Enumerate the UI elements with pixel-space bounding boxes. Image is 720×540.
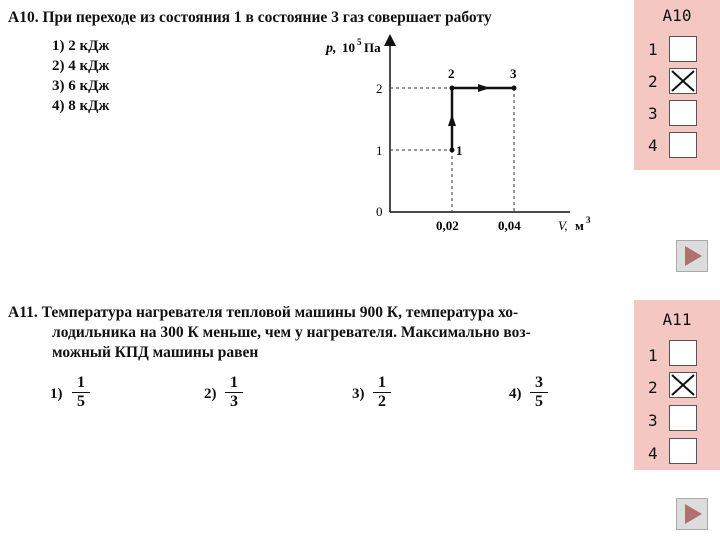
x-label-v: V, [558, 218, 568, 233]
panel-a11-row-3-label: 3 [648, 411, 658, 430]
q11-option-2-num: 1 [225, 374, 243, 393]
q11-option-3-num: 1 [373, 374, 391, 393]
panel-a10-checkbox-1[interactable] [669, 36, 697, 62]
q11-option-2-prefix: 2) [204, 386, 217, 402]
point-3 [512, 86, 517, 91]
q11-option-1-prefix: 1) [50, 386, 63, 402]
x-tick-002: 0,02 [436, 218, 459, 233]
panel-a11-row-2-label: 2 [648, 378, 658, 397]
q11-option-4-num: 3 [530, 374, 548, 393]
q11-option-2-den: 3 [230, 393, 238, 410]
q10-option-3: 3) 6 кДж [52, 78, 110, 94]
next-button-a10[interactable] [676, 240, 708, 272]
panel-a10-title: А10 [662, 6, 692, 25]
q10-options [52, 36, 109, 116]
point-label-1: 1 [456, 143, 463, 158]
panel-a11-checkbox-2[interactable] [669, 372, 697, 398]
panel-a10-row-2-label: 2 [648, 72, 658, 91]
q11-number: А11. [8, 304, 38, 321]
point-label-3: 3 [510, 66, 517, 81]
q11-option-3-den: 2 [378, 393, 386, 410]
x-label-exp: 3 [586, 215, 591, 225]
y-tick-0: 0 [376, 204, 383, 219]
panel-a10-row-4-label: 4 [648, 136, 658, 155]
q11-question [8, 303, 628, 363]
panel-a10-checkbox-2[interactable] [669, 68, 697, 94]
panel-a10-row-1-label: 1 [648, 40, 658, 59]
y-label-exp: 5 [357, 37, 362, 47]
play-arrow-icon [677, 499, 707, 529]
point-label-2: 2 [448, 66, 455, 81]
q10-option-2: 2) 4 кДж [52, 58, 110, 74]
panel-a11-checkbox-1[interactable] [669, 340, 697, 366]
answer-panel-a10 [634, 0, 720, 170]
q11-option-2-fraction [225, 374, 243, 411]
q10-option-1: 1) 2 кДж [52, 38, 110, 54]
q11-line-3: можный КПД машины равен [52, 344, 259, 361]
q11-option-1-num: 1 [72, 374, 90, 393]
panel-a11-checkbox-4[interactable] [669, 438, 697, 464]
x-tick-004: 0,04 [498, 218, 521, 233]
y-label-p: p, [326, 41, 337, 56]
checked-x-icon [670, 373, 696, 397]
q10-number: А10. [8, 9, 39, 26]
panel-a10-row-3-label: 3 [648, 104, 658, 123]
q11-option-3-prefix: 3) [352, 386, 365, 402]
point-1 [450, 148, 455, 153]
checked-x-icon [670, 69, 696, 93]
panel-a11-title: А11 [662, 310, 692, 329]
answer-panel-a11 [634, 300, 720, 470]
panel-a11-row-1-label: 1 [648, 346, 658, 365]
panel-a10-checkbox-4[interactable] [669, 132, 697, 158]
q11-line-2: лодильника на 300 К меньше, чем у нагревателя. Максимально воз- [52, 324, 531, 341]
q10-question [8, 8, 628, 28]
panel-a11-checkbox-3[interactable] [669, 405, 697, 431]
play-arrow-icon [677, 241, 707, 271]
q10-option-4: 4) 8 кДж [52, 98, 110, 114]
y-label-pa: Па [364, 40, 381, 55]
q11-option-1-den: 5 [77, 393, 85, 410]
panel-a10-checkbox-3[interactable] [669, 100, 697, 126]
next-button-a11[interactable] [676, 498, 708, 530]
x-label-unit: м [575, 218, 584, 233]
q10-pv-graph [320, 30, 620, 245]
q11-option-4-fraction [530, 374, 548, 411]
panel-a11-row-4-label: 4 [648, 444, 658, 463]
y-tick-1: 1 [376, 143, 383, 158]
q11-option-4-prefix: 4) [509, 386, 522, 402]
y-label-unit: 10 [342, 40, 355, 55]
process-arrow-up [448, 114, 456, 126]
q11-option-4-den: 5 [535, 393, 543, 410]
q11-line-1: Температура нагревателя тепловой машины 900 К, температура хо- [41, 304, 519, 321]
point-2 [450, 86, 455, 91]
q11-option-1-fraction [72, 374, 90, 411]
q11-option-3-fraction [373, 374, 391, 411]
process-arrow-right [478, 84, 490, 92]
y-tick-2: 2 [376, 81, 383, 96]
q10-text: При переходе из состояния 1 в состояние 3 газ совершает работу [42, 9, 492, 26]
